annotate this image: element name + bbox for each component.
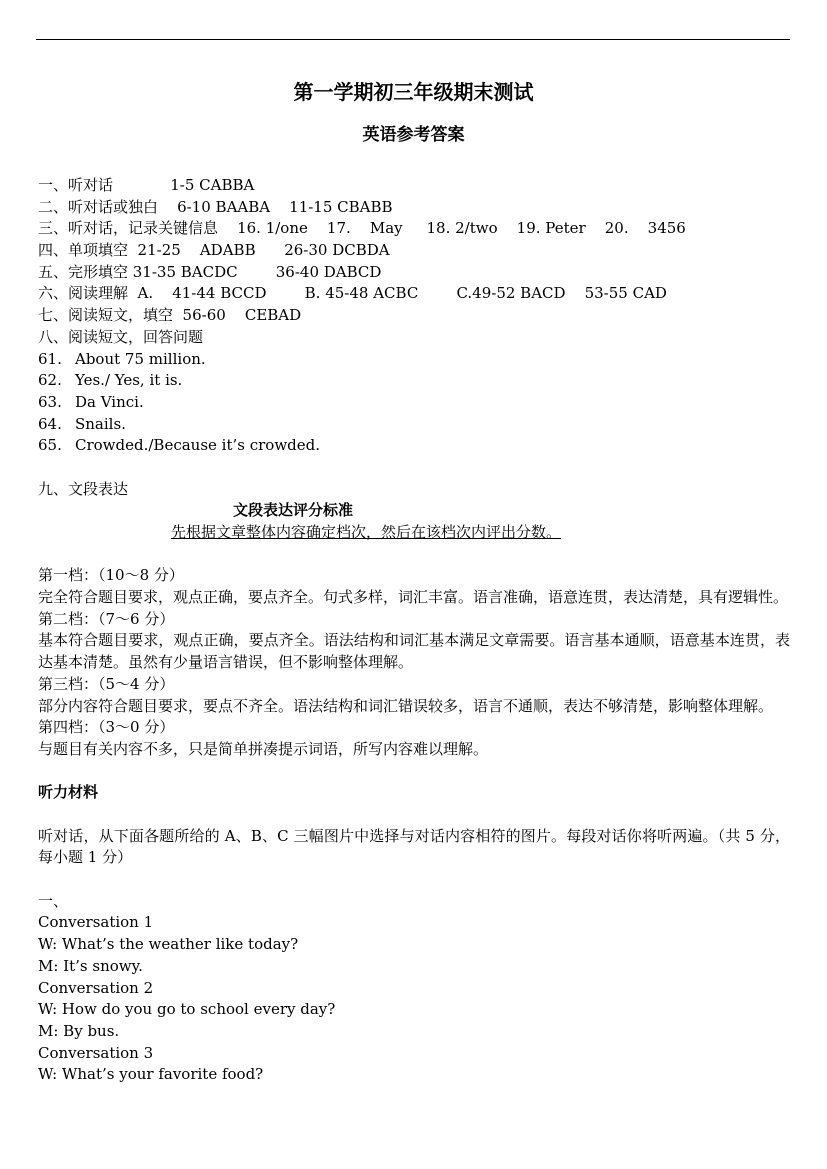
short-answer-61 <box>38 349 790 371</box>
listening-instructions: 听对话，从下面各题所给的 A、B、C 三幅图片中选择与对话内容相符的图片。每段对话你将听两遍。（共 5 分，每小题 1 分） <box>38 826 791 867</box>
short-answer-number: 64. <box>38 414 62 433</box>
answer-line-4: 四、单项填空 21-25 ADABB 26-30 DCBDA <box>38 241 390 260</box>
short-answer-text: Crowded./Because it’s crowded. <box>75 436 321 455</box>
short-answer-number: 62. <box>38 371 62 390</box>
listening-line: M: By bus. <box>38 1021 120 1040</box>
level-3-description: 部分内容符合题目要求，要点不齐全。语法结构和词汇错误较多，语言不通顺，表达不够清楚，影响整体理解。 <box>38 696 774 715</box>
answer-line-1: 一、听对话 1-5 CABBA <box>38 176 255 194</box>
level-2-label: 第二档：（7～6 分） <box>38 609 175 628</box>
short-answer-number: 65. <box>38 436 62 455</box>
short-answer-text: Snails. <box>75 414 126 433</box>
short-answer-62 <box>38 370 790 392</box>
writing-section-label: 九、文段表达 <box>38 479 129 498</box>
page-title: 第一学期初三年级期末测试 <box>293 80 534 104</box>
answer-line-8: 八、阅读短文，回答问题 <box>38 327 204 346</box>
level-4-label: 第四档：（3～0 分） <box>38 718 175 737</box>
listening-line: M: It’s snowy. <box>38 956 143 975</box>
listening-line: W: How do you go to school every day? <box>38 1000 336 1019</box>
listening-line: Conversation 3 <box>38 1043 154 1062</box>
listening-line: Conversation 2 <box>38 978 154 997</box>
short-answer-64 <box>38 414 790 436</box>
criteria-title: 文段表达评分标准 <box>233 501 354 520</box>
short-answer-text: Yes./ Yes, it is. <box>75 371 183 390</box>
answer-line-6: 六、阅读理解 A. 41-44 BCCD B. 45-48 ACBC C.49-52 BACD 53-55 CAD <box>38 284 667 303</box>
listening-line: W: What’s the weather like today? <box>38 935 299 954</box>
listening-part-label: 一、 <box>38 891 69 910</box>
short-answer-65 <box>38 435 790 457</box>
short-answer-63 <box>38 392 790 414</box>
document-body <box>38 175 790 1086</box>
listening-heading: 听力材料 <box>38 783 99 802</box>
criteria-note: 先根据文章整体内容确定档次，然后在该档次内评出分数。 <box>171 523 562 541</box>
answer-line-3: 三、听对话，记录关键信息 16. 1/one 17. May 18. 2/two 19. Peter 20. 3456 <box>38 219 686 238</box>
short-answer-number: 63. <box>38 392 62 411</box>
level-3-label: 第三档：（5～4 分） <box>38 674 175 693</box>
level-1-label: 第一档：（10～8 分） <box>38 566 184 585</box>
answer-line-7: 七、阅读短文，填空 56-60 CEBAD <box>38 306 302 325</box>
short-answer-text: Da Vinci. <box>75 392 144 411</box>
page-subtitle: 英语参考答案 <box>362 125 465 145</box>
short-answer-text: About 75 million. <box>75 349 206 368</box>
answer-line-5: 五、完形填空 31-35 BACDC 36-40 DABCD <box>38 262 382 281</box>
short-answer-number: 61. <box>38 349 62 368</box>
listening-line: Conversation 1 <box>38 913 154 932</box>
level-4-description: 与题目有关内容不多，只是简单拼凑提示词语，所写内容难以理解。 <box>38 739 489 758</box>
level-1-description: 完全符合题目要求，观点正确，要点齐全。句式多样，词汇丰富。语言准确，语意连贯，表达清楚，具有逻辑性。 <box>38 588 789 607</box>
answer-line-2: 二、听对话或独白 6-10 BAABA 11-15 CBABB <box>38 197 393 216</box>
level-2-description: 基本符合题目要求，观点正确，要点齐全。语法结构和词汇基本满足文章需要。语言基本通顺，语意基本连贯，表达基本清楚。虽然有少量语言错误，但不影响整体理解。 <box>38 631 790 672</box>
header-rule <box>36 39 790 40</box>
listening-line: W: What’s your favorite food? <box>38 1065 264 1084</box>
